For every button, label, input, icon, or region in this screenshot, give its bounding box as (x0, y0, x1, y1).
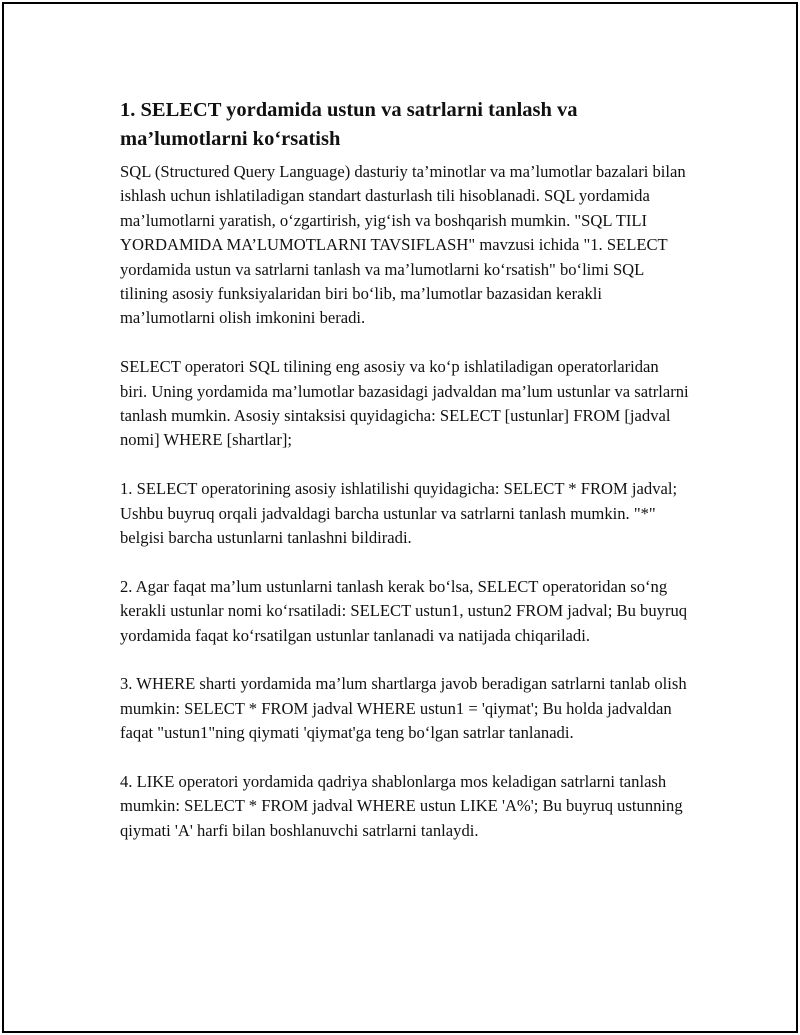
paragraph-intro: SQL (Structured Query Language) dasturiy ta’minotlar va ma’lumotlar bazalari bilan ishlash uchun ishlatiladigan standart dasturlash tili hisoblanadi. SQL yordamida ma’lumotlarni yaratish, o‘zgartirish, yig‘ish va boshqarish mumkin. "SQL TILI YORDAMIDA MA’LUMOTLARNI TAVSIFLASH" mavzusi ichida "1. SELECT yordamida ustun va satrlarni tanlash va ma’lumotlarni ko‘rsatish" bo‘limi SQL tilining asosiy funksiyalaridan biri bo‘lib, ma’lumotlar bazasidan kerakli ma’lumotlarni olish imkonini beradi. (120, 162, 686, 328)
paragraph-select-operator: SELECT operatori SQL tilining eng asosiy va ko‘p ishlatiladigan operatorlaridan biri. Uning yordamida ma’lumotlar bazasidagi jadvaldan ma’lum ustunlar va satrlarni tanlash mumkin. Asosiy sintaksisi quyidagicha: SELECT [ustunlar] FROM [jadval nomi] WHERE [shartlar]; (120, 357, 689, 450)
paragraph-point-4: 4. LIKE operatori yordamida qadriya shablonlarga mos keladigan satrlarni tanlash mumkin: SELECT * FROM jadval WHERE ustun LIKE 'A%'; Bu buyruq ustunning qiymati 'A' harfi bilan boshlanuvchi satrlarni tanlaydi. (120, 772, 683, 840)
paragraph-point-1: 1. SELECT operatorining asosiy ishlatilishi quyidagicha: SELECT * FROM jadval; Ushbu buyruq orqali jadvaldagi barcha ustunlar va satrlarni tanlash mumkin. "*" belgisi barcha ustunlarni tanlashni bildiradi. (120, 479, 678, 548)
page-title: 1. SELECT yordamida ustun va satrlarni tanlash va ma’lumotlarni ko‘rsatish (120, 99, 578, 150)
paragraph-point-2: 2. Agar faqat ma’lum ustunlarni tanlash kerak bo‘lsa, SELECT operatoridan so‘ng kerakli ustunlar nomi ko‘rsatiladi: SELECT ustun1, ustun2 FROM jadval; Bu buyruq yordamida faqat ko‘rsatilgan ustunlar tanlanadi va natijada chiqariladi. (120, 576, 688, 645)
document-body (120, 96, 690, 843)
paragraph-point-3: 3. WHERE sharti yordamida ma’lum shartlarga javob beradigan satrlarni tanlab olish mumkin: SELECT * FROM jadval WHERE ustun1 = 'qiymat'; Bu holda jadvaldan faqat "ustun1"ning qiymati 'qiymat'ga teng bo‘lgan satrlar tanlanadi. (120, 674, 687, 743)
page-frame (2, 2, 798, 1033)
